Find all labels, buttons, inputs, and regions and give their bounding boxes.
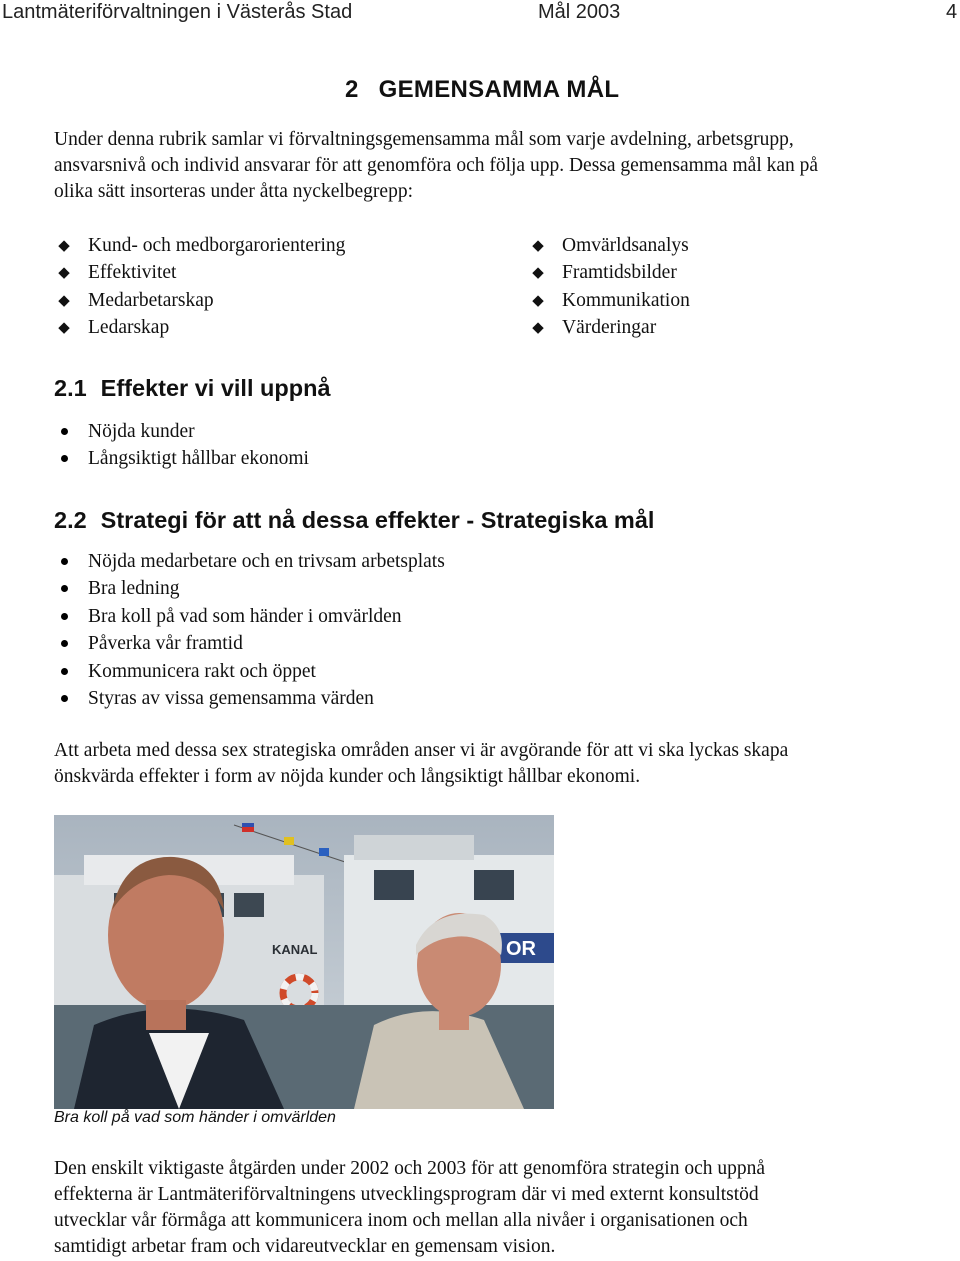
intro-paragraph	[54, 127, 944, 205]
strategy-label: Kommunicera rakt och öppet	[88, 661, 316, 682]
keyword-label: Ledarskap	[88, 317, 170, 338]
harbor-photo-illustration	[54, 815, 554, 1109]
keyword-label: Kommunikation	[562, 290, 690, 311]
section-2-number: 2	[345, 76, 359, 103]
closing-line: samtidigt arbetar fram och vidareutvecklar en gemensam vision.	[54, 1236, 556, 1257]
diamond-bullet-icon: ◆	[532, 320, 544, 336]
section-2-heading	[345, 76, 619, 104]
harbor-photo	[54, 815, 554, 1109]
diamond-bullet-icon: ◆	[532, 293, 544, 309]
strategy-label: Påverka vår framtid	[88, 633, 243, 654]
page-number: 4	[946, 1, 958, 23]
diamond-bullet-icon: ◆	[58, 293, 70, 309]
keyword-label: Omvärldsanalys	[562, 235, 689, 256]
running-header-center: Mål 2003	[538, 1, 621, 23]
keyword-label: Effektivitet	[88, 262, 177, 283]
keyword-label: Medarbetarskap	[88, 290, 214, 311]
strategy-label: Styras av vissa gemensamma värden	[88, 688, 374, 709]
closing-line: effekterna är Lantmäteriförvaltningens utvecklingsprogram där vi med externt konsultstöd	[54, 1184, 759, 1205]
boat-sign-or: OR	[506, 938, 536, 960]
strategy-label: Bra ledning	[88, 578, 180, 599]
intro-line: olika sätt insorteras under åtta nyckelbegrepp:	[54, 181, 413, 202]
effect-label: Nöjda kunder	[88, 421, 195, 442]
section-2-1-title: Effekter vi vill uppnå	[100, 375, 331, 401]
bullet-dot-icon	[54, 686, 74, 712]
closing-line: utvecklar vår förmåga att kommunicera inom och mellan alla nivåer i organisationen och	[54, 1210, 748, 1231]
section-2-title: GEMENSAMMA MÅL	[378, 76, 620, 103]
intro-line: ansvarsnivå och individ ansvarar för att genomföra och följa upp. Dessa gemensamma mål kan på	[54, 155, 819, 176]
diamond-bullet-icon: ◆	[532, 238, 544, 254]
bullet-dot-icon	[54, 659, 74, 685]
diamond-bullet-icon: ◆	[58, 265, 70, 281]
diamond-bullet-icon: ◆	[58, 238, 70, 254]
keyword-label: Värderingar	[562, 317, 657, 338]
section-2-2-number: 2.2	[54, 507, 87, 533]
boat-sign-kanal: KANAL	[272, 942, 318, 957]
running-header-left: Lantmäteriförvaltningen i Västerås Stad	[2, 1, 353, 23]
closing-paragraph	[54, 1156, 944, 1260]
section-2-1-number: 2.1	[54, 375, 87, 401]
effect-label: Långsiktigt hållbar ekonomi	[88, 448, 309, 469]
conclusion-line: önskvärda effekter i form av nöjda kunder och långsiktigt hållbar ekonomi.	[54, 766, 641, 787]
strategy-label: Nöjda medarbetare och en trivsam arbetsplats	[88, 551, 445, 572]
intro-line: Under denna rubrik samlar vi förvaltningsgemensamma mål som varje avdelning, arbetsgrupp,	[54, 129, 794, 150]
diamond-bullet-icon: ◆	[58, 320, 70, 336]
strategy-label: Bra koll på vad som händer i omvärlden	[88, 606, 402, 627]
bullet-dot-icon	[54, 549, 74, 575]
conclusion-line: Att arbeta med dessa sex strategiska områden anser vi är avgörande för att vi ska lyckas skapa	[54, 740, 789, 761]
bullet-dot-icon	[54, 576, 74, 602]
closing-line: Den enskilt viktigaste åtgärden under 2002 och 2003 för att genomföra strategin och uppnå	[54, 1158, 766, 1179]
section-2-2-title: Strategi för att nå dessa effekter - Strategiska mål	[100, 507, 655, 533]
bullet-dot-icon	[54, 446, 74, 472]
conclusion-paragraph	[54, 738, 944, 790]
diamond-bullet-icon: ◆	[532, 265, 544, 281]
photo-caption: Bra koll på vad som händer i omvärlden	[54, 1109, 336, 1126]
keyword-label: Kund- och medborgarorientering	[88, 235, 346, 256]
keyword-label: Framtidsbilder	[562, 262, 677, 283]
bullet-dot-icon	[54, 419, 74, 445]
section-2-2-heading	[54, 507, 654, 534]
section-2-1-heading	[54, 375, 331, 402]
bullet-dot-icon	[54, 631, 74, 657]
bullet-dot-icon	[54, 604, 74, 630]
